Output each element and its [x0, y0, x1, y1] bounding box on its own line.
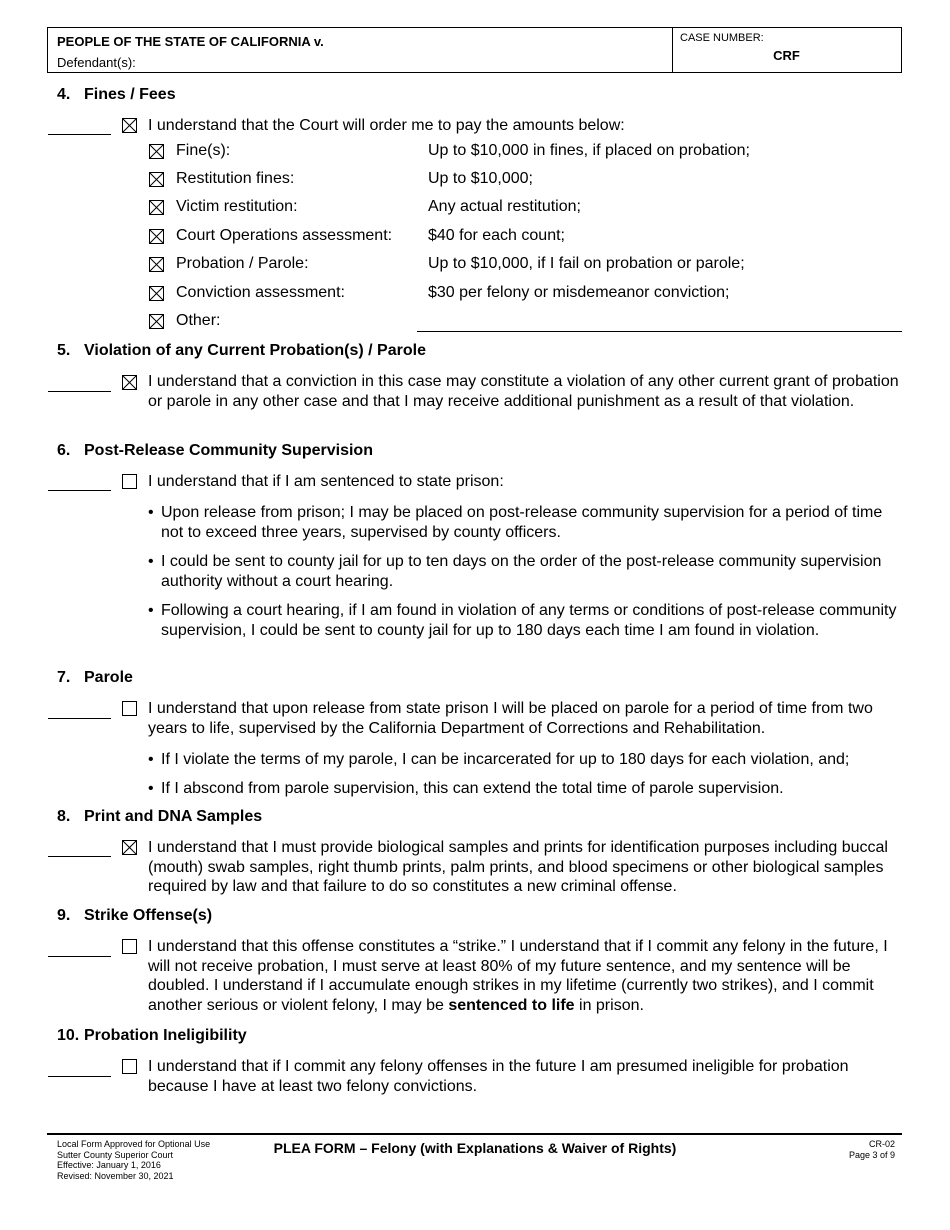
- section-7-heading: [57, 669, 133, 687]
- section-10-heading: [57, 1027, 247, 1045]
- list-item: [148, 779, 900, 799]
- strike-text-end: in prison.: [574, 996, 644, 1014]
- parole-statement: I understand that upon release from state prison I will be placed on parole for a period of time from two years to life, supervised by the California Department of Corrections and Rehabilitation.: [148, 700, 873, 737]
- checkbox-parole[interactable]: [122, 701, 137, 716]
- checkbox-prcs[interactable]: [122, 474, 137, 489]
- section-number: 4.: [57, 86, 71, 103]
- initials-line-9[interactable]: [48, 955, 111, 957]
- section-title: Strike Offense(s): [84, 907, 213, 924]
- footer-line: Local Form Approved for Optional Use: [57, 1139, 211, 1149]
- fee-value: $40 for each count;: [428, 227, 565, 244]
- section-number: 6.: [57, 442, 71, 459]
- case-caption: PEOPLE OF THE STATE OF CALIFORNIA v.: [57, 34, 324, 49]
- list-item: [148, 750, 900, 770]
- bullet-text: If I violate the terms of my parole, I can be incarcerated for up to 180 days for each violation, and;: [161, 751, 850, 768]
- section-title: Probation Ineligibility: [84, 1027, 247, 1044]
- checkbox-violation[interactable]: [122, 375, 137, 390]
- footer-divider: [47, 1133, 902, 1135]
- section-4-heading: [57, 86, 176, 104]
- fee-value: Up to $10,000 in fines, if placed on probation;: [428, 142, 750, 159]
- bullet-dot: •: [148, 751, 154, 768]
- dna-statement: I understand that I must provide biological samples and prints for identification purposes including buccal (mouth) swab samples, right thumb prints, palm prints, and blood specimens or other biological samples required by law and that failure to do so constitutes a new criminal offense.: [148, 839, 888, 895]
- checkbox-restitution-fines[interactable]: [149, 172, 164, 187]
- section-number: 7.: [57, 669, 71, 686]
- check-x-icon: [150, 287, 163, 300]
- section-title: Print and DNA Samples: [84, 808, 263, 825]
- violation-statement: I understand that a conviction in this case may constitute a violation of any other current grant of probation or parole in any other case and that I may receive additional punishment as a result of that violation.: [148, 373, 899, 410]
- fee-value: Up to $10,000;: [428, 170, 533, 187]
- strike-statement: [148, 937, 900, 1015]
- section-8-heading: [57, 808, 262, 826]
- bullet-text: If I abscond from parole supervision, this can extend the total time of parole supervision.: [161, 780, 784, 797]
- footer-line: Sutter County Superior Court: [57, 1149, 174, 1160]
- section-number: 8.: [57, 808, 71, 825]
- footer-line: Effective: January 1, 2016: [57, 1160, 161, 1170]
- initials-line-7[interactable]: [48, 717, 111, 719]
- fee-label: Conviction assessment:: [176, 284, 345, 301]
- section-number: 10.: [57, 1027, 80, 1044]
- list-item: [148, 552, 900, 591]
- strike-text-start: I understand that this offense constitutes a “strike.” I understand that if I commit any felony in the future, I will not receive probation, I must serve at least 80% of my future sentence, and my sentence will be doubled. I understand if I accumulate enough strikes in my lifetime (currently two strikes), and I commit another serious or violent felony, I may be: [148, 938, 888, 1014]
- check-x-icon: [150, 145, 163, 158]
- checkbox-ineligibility[interactable]: [122, 1059, 137, 1074]
- case-number-label: CASE NUMBER:: [680, 32, 764, 44]
- fee-label: Victim restitution:: [176, 198, 298, 215]
- section-9-heading: [57, 907, 212, 925]
- check-x-icon: [123, 119, 136, 132]
- page-number: Page 3 of 9: [848, 1149, 895, 1160]
- fee-label: Restitution fines:: [176, 170, 295, 187]
- check-x-icon: [123, 841, 136, 854]
- check-x-icon: [150, 315, 163, 328]
- section-number: 9.: [57, 907, 71, 924]
- initials-line-5[interactable]: [48, 390, 111, 392]
- section-number: 5.: [57, 342, 71, 359]
- checkbox-dna[interactable]: [122, 840, 137, 855]
- section-title: Parole: [84, 669, 133, 686]
- bullet-text: Upon release from prison; I may be placed on post-release community supervision for a period of time not to exceed three years, supervised by county officers.: [161, 504, 883, 541]
- checkbox-conviction-assessment[interactable]: [149, 286, 164, 301]
- initials-line-8[interactable]: [48, 855, 111, 857]
- defendant-field[interactable]: Defendant(s):: [57, 55, 136, 70]
- check-x-icon: [150, 258, 163, 271]
- footer-page-info: [849, 1139, 895, 1160]
- fee-value: Any actual restitution;: [428, 198, 581, 215]
- initials-line-4[interactable]: [48, 133, 111, 135]
- bullet-dot: •: [148, 602, 154, 619]
- checkbox-probation-parole[interactable]: [149, 257, 164, 272]
- other-fee-input-line[interactable]: [417, 331, 902, 332]
- section-6-heading: [57, 442, 373, 460]
- checkbox-victim-restitution[interactable]: [149, 200, 164, 215]
- check-x-icon: [123, 376, 136, 389]
- form-title: PLEA FORM – Felony (with Explanations & Waiver of Rights): [273, 1140, 677, 1156]
- prcs-statement: I understand that if I am sentenced to state prison:: [148, 473, 504, 490]
- case-header: [47, 27, 902, 73]
- section-title: Fines / Fees: [84, 86, 176, 103]
- fee-label: Probation / Parole:: [176, 255, 309, 272]
- bullet-text: I could be sent to county jail for up to ten days on the order of the post-release community supervision authority without a court hearing.: [161, 553, 882, 590]
- fee-label: Court Operations assessment:: [176, 227, 393, 244]
- checkbox-other[interactable]: [149, 314, 164, 329]
- form-code: CR-02: [868, 1139, 895, 1149]
- bullet-text: Following a court hearing, if I am found in violation of any terms or conditions of post-release community supervision, I could be sent to county jail for up to 180 days each time I am found in violation.: [161, 602, 897, 639]
- checkbox-fines-fees[interactable]: [122, 118, 137, 133]
- fee-label: Other:: [176, 312, 221, 329]
- checkbox-court-operations[interactable]: [149, 229, 164, 244]
- initials-line-10[interactable]: [48, 1075, 111, 1077]
- section-title: Post-Release Community Supervision: [84, 442, 373, 459]
- fee-label: Fine(s):: [176, 142, 231, 159]
- checkbox-strike[interactable]: [122, 939, 137, 954]
- bullet-dot: •: [148, 504, 154, 521]
- fines-statement: I understand that the Court will order me to pay the amounts below:: [148, 117, 625, 134]
- strike-text-bold: sentenced to life: [448, 996, 575, 1014]
- check-x-icon: [150, 173, 163, 186]
- section-5-heading: [57, 342, 426, 360]
- bullet-dot: •: [148, 553, 154, 570]
- initials-line-6[interactable]: [48, 489, 111, 491]
- section-title: Violation of any Current Probation(s) / Parole: [84, 342, 426, 359]
- checkbox-fine[interactable]: [149, 144, 164, 159]
- fee-value: Up to $10,000, if I fail on probation or parole;: [428, 255, 745, 272]
- bullet-dot: •: [148, 780, 154, 797]
- fee-value: $30 per felony or misdemeanor conviction;: [428, 284, 730, 301]
- check-x-icon: [150, 230, 163, 243]
- list-item: [148, 503, 900, 542]
- ineligibility-statement: I understand that if I commit any felony offenses in the future I am presumed ineligible for probation because I have at least two felony convictions.: [148, 1058, 849, 1095]
- check-x-icon: [150, 201, 163, 214]
- footer-line: Revised: November 30, 2021: [57, 1170, 174, 1181]
- list-item: [148, 601, 900, 640]
- case-number-field[interactable]: CRF: [773, 48, 800, 63]
